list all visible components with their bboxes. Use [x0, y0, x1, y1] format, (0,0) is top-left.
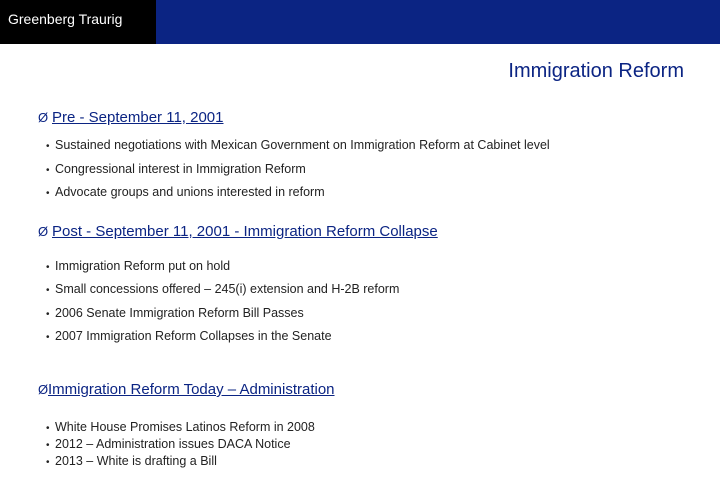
bullet-dot-icon: • [46, 262, 50, 273]
bullet-text: Small concessions offered – 245(i) extension and H-2B reform [55, 282, 400, 296]
bullet-text: Congressional interest in Immigration Reform [55, 162, 306, 176]
bullet-item [46, 185, 325, 199]
bullet-dot-icon: • [46, 423, 50, 434]
bullet-dot-icon: • [46, 440, 50, 451]
bullet-item [46, 306, 304, 320]
bullet-text: Advocate groups and unions interested in reform [55, 185, 325, 199]
logo-text: Greenberg Traurig [8, 11, 123, 27]
bullet-item [46, 259, 230, 273]
bullet-dot-icon: • [46, 285, 50, 296]
bullet-text: 2007 Immigration Reform Collapses in the Senate [55, 329, 332, 343]
section-heading-text: Post - September 11, 2001 - Immigration Reform Collapse [52, 223, 438, 240]
arrow-bullet-icon: Ø [38, 110, 49, 125]
bullet-text: Sustained negotiations with Mexican Government on Immigration Reform at Cabinet level [55, 138, 550, 152]
slide-title: Immigration Reform [508, 60, 684, 82]
bullet-item [46, 437, 291, 451]
bullet-item [46, 162, 306, 176]
arrow-bullet-icon: Ø [38, 224, 49, 239]
section-heading-pre-911 [38, 109, 224, 126]
arrow-bullet-icon: Ø [38, 382, 49, 397]
company-logo [0, 0, 156, 44]
bullet-dot-icon: • [46, 141, 50, 152]
section-heading-today [38, 381, 335, 398]
bullet-dot-icon: • [46, 332, 50, 343]
bullet-text: White House Promises Latinos Reform in 2008 [55, 420, 315, 434]
bullet-item [46, 138, 550, 152]
bullet-dot-icon: • [46, 165, 50, 176]
bullet-item [46, 329, 332, 343]
section-heading-text: Immigration Reform Today – Administration [48, 381, 335, 398]
section-heading-post-911 [38, 223, 438, 240]
bullet-item [46, 282, 399, 296]
section-heading-text: Pre - September 11, 2001 [52, 109, 224, 126]
bullet-text: Immigration Reform put on hold [55, 259, 231, 273]
bullet-dot-icon: • [46, 309, 50, 320]
bullet-text: 2013 – White is drafting a Bill [55, 454, 217, 468]
bullet-dot-icon: • [46, 457, 50, 468]
bullet-item [46, 420, 315, 434]
bullet-text: 2006 Senate Immigration Reform Bill Passes [55, 306, 304, 320]
bullet-dot-icon: • [46, 188, 50, 199]
bullet-text: 2012 – Administration issues DACA Notice [55, 437, 291, 451]
bullet-item [46, 454, 217, 468]
